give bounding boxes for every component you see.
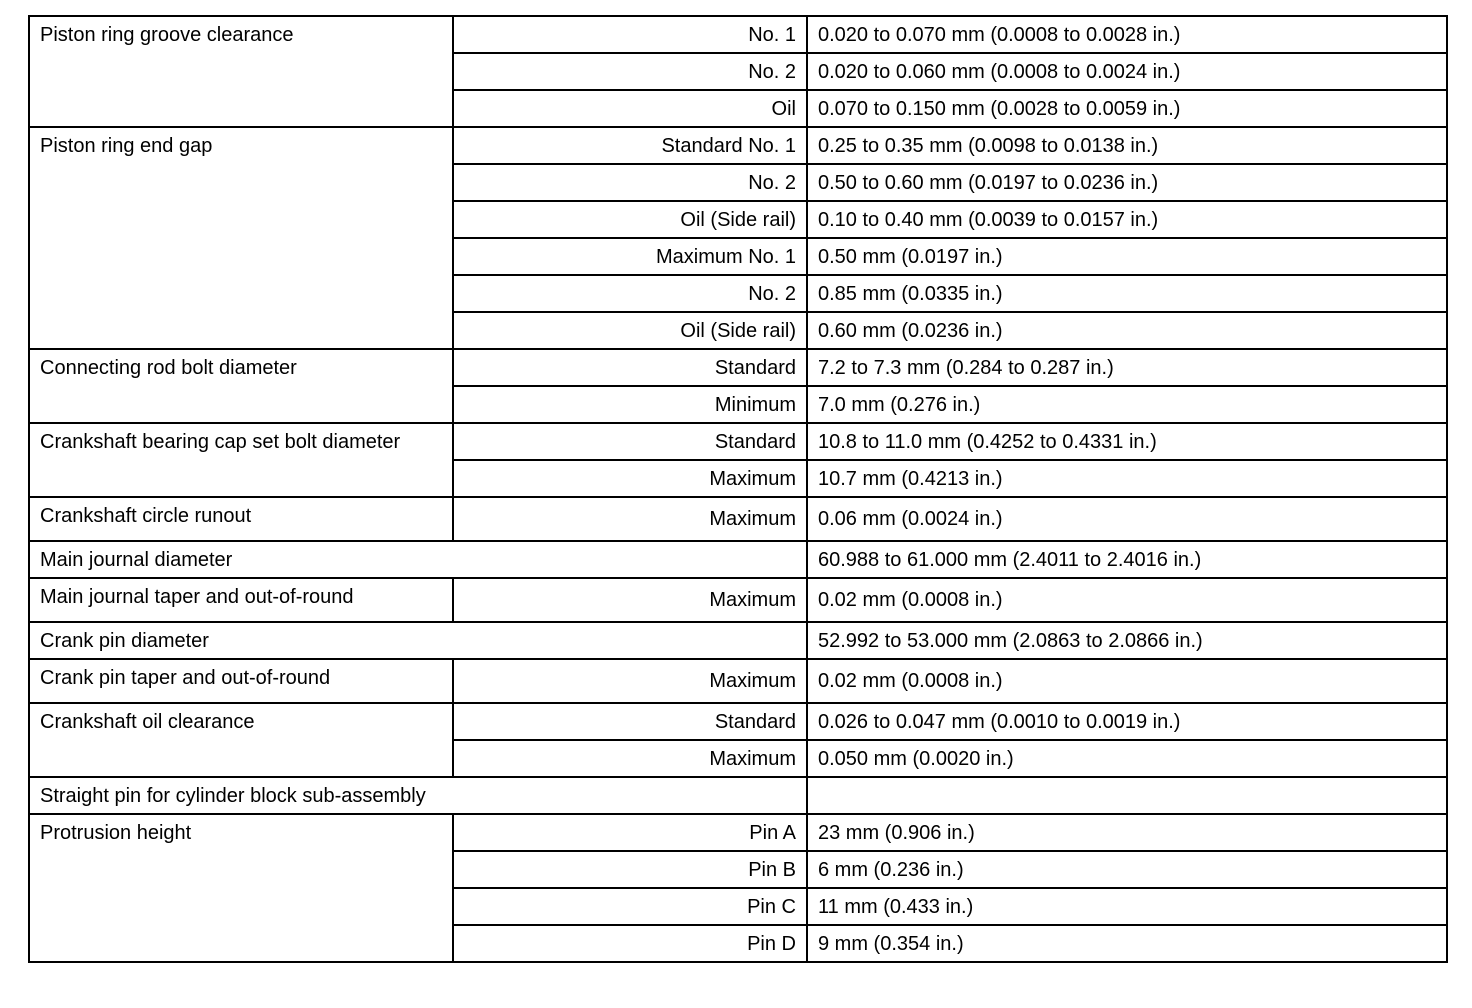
table-row <box>29 349 1447 386</box>
spec-condition-cell: Maximum <box>453 740 807 777</box>
spec-value-cell: 6 mm (0.236 in.) <box>807 851 1447 888</box>
spec-table-body <box>29 16 1447 962</box>
table-row <box>29 423 1447 460</box>
spec-value-cell: 0.020 to 0.070 mm (0.0008 to 0.0028 in.) <box>807 16 1447 53</box>
spec-value-cell: 0.50 to 0.60 mm (0.0197 to 0.0236 in.) <box>807 164 1447 201</box>
spec-item-cell: Crank pin diameter <box>29 622 807 659</box>
table-row <box>29 659 1447 703</box>
table-row <box>29 703 1447 740</box>
table-row <box>29 127 1447 164</box>
table-row <box>29 578 1447 622</box>
spec-value-cell: 0.050 mm (0.0020 in.) <box>807 740 1447 777</box>
spec-value-cell: 10.8 to 11.0 mm (0.4252 to 0.4331 in.) <box>807 423 1447 460</box>
spec-value-cell: 7.2 to 7.3 mm (0.284 to 0.287 in.) <box>807 349 1447 386</box>
spec-value-cell: 0.02 mm (0.0008 in.) <box>807 578 1447 622</box>
spec-value-cell: 0.25 to 0.35 mm (0.0098 to 0.0138 in.) <box>807 127 1447 164</box>
spec-condition-cell: Maximum <box>453 578 807 622</box>
spec-condition-cell: Maximum <box>453 659 807 703</box>
spec-condition-cell: Standard No. 1 <box>453 127 807 164</box>
spec-item-cell: Connecting rod bolt diameter <box>29 349 453 423</box>
spec-condition-cell: Standard <box>453 349 807 386</box>
spec-condition-cell: Pin A <box>453 814 807 851</box>
spec-value-cell: 11 mm (0.433 in.) <box>807 888 1447 925</box>
spec-item-cell: Crank pin taper and out-of-round <box>29 659 453 703</box>
spec-value-cell: 0.60 mm (0.0236 in.) <box>807 312 1447 349</box>
spec-condition-cell: No. 2 <box>453 53 807 90</box>
spec-item-cell: Main journal taper and out-of-round <box>29 578 453 622</box>
spec-value-cell: 0.020 to 0.060 mm (0.0008 to 0.0024 in.) <box>807 53 1447 90</box>
spec-item-cell: Crankshaft oil clearance <box>29 703 453 777</box>
spec-value-cell: 0.026 to 0.047 mm (0.0010 to 0.0019 in.) <box>807 703 1447 740</box>
spec-value-cell: 60.988 to 61.000 mm (2.4011 to 2.4016 in.) <box>807 541 1447 578</box>
spec-value-cell: 52.992 to 53.000 mm (2.0863 to 2.0866 in.) <box>807 622 1447 659</box>
spec-condition-cell: Maximum No. 1 <box>453 238 807 275</box>
spec-value-cell: 0.10 to 0.40 mm (0.0039 to 0.0157 in.) <box>807 201 1447 238</box>
table-row <box>29 814 1447 851</box>
spec-value-cell <box>807 777 1447 814</box>
spec-item-cell: Main journal diameter <box>29 541 807 578</box>
spec-condition-cell: Minimum <box>453 386 807 423</box>
spec-condition-cell: Pin B <box>453 851 807 888</box>
spec-value-cell: 0.85 mm (0.0335 in.) <box>807 275 1447 312</box>
spec-condition-cell: Standard <box>453 703 807 740</box>
spec-condition-cell: No. 2 <box>453 275 807 312</box>
spec-item-cell: Piston ring end gap <box>29 127 453 349</box>
spec-value-cell: 0.06 mm (0.0024 in.) <box>807 497 1447 541</box>
spec-condition-cell: Oil <box>453 90 807 127</box>
table-row <box>29 541 1447 578</box>
spec-condition-cell: Oil (Side rail) <box>453 312 807 349</box>
spec-condition-cell: Standard <box>453 423 807 460</box>
spec-condition-cell: No. 1 <box>453 16 807 53</box>
spec-item-cell: Protrusion height <box>29 814 453 962</box>
table-row <box>29 497 1447 541</box>
spec-value-cell: 0.070 to 0.150 mm (0.0028 to 0.0059 in.) <box>807 90 1447 127</box>
spec-condition-cell: Pin C <box>453 888 807 925</box>
spec-condition-cell: Oil (Side rail) <box>453 201 807 238</box>
spec-condition-cell: Pin D <box>453 925 807 962</box>
spec-table <box>28 15 1448 963</box>
spec-value-cell: 7.0 mm (0.276 in.) <box>807 386 1447 423</box>
spec-value-cell: 0.02 mm (0.0008 in.) <box>807 659 1447 703</box>
spec-value-cell: 23 mm (0.906 in.) <box>807 814 1447 851</box>
spec-value-cell: 10.7 mm (0.4213 in.) <box>807 460 1447 497</box>
spec-value-cell: 0.50 mm (0.0197 in.) <box>807 238 1447 275</box>
spec-condition-cell: Maximum <box>453 460 807 497</box>
spec-value-cell: 9 mm (0.354 in.) <box>807 925 1447 962</box>
spec-item-cell: Crankshaft circle runout <box>29 497 453 541</box>
spec-item-cell: Straight pin for cylinder block sub-assembly <box>29 777 807 814</box>
spec-condition-cell: No. 2 <box>453 164 807 201</box>
spec-item-cell: Piston ring groove clearance <box>29 16 453 127</box>
table-row <box>29 16 1447 53</box>
table-row <box>29 777 1447 814</box>
spec-item-cell: Crankshaft bearing cap set bolt diameter <box>29 423 453 497</box>
table-row <box>29 622 1447 659</box>
spec-condition-cell: Maximum <box>453 497 807 541</box>
